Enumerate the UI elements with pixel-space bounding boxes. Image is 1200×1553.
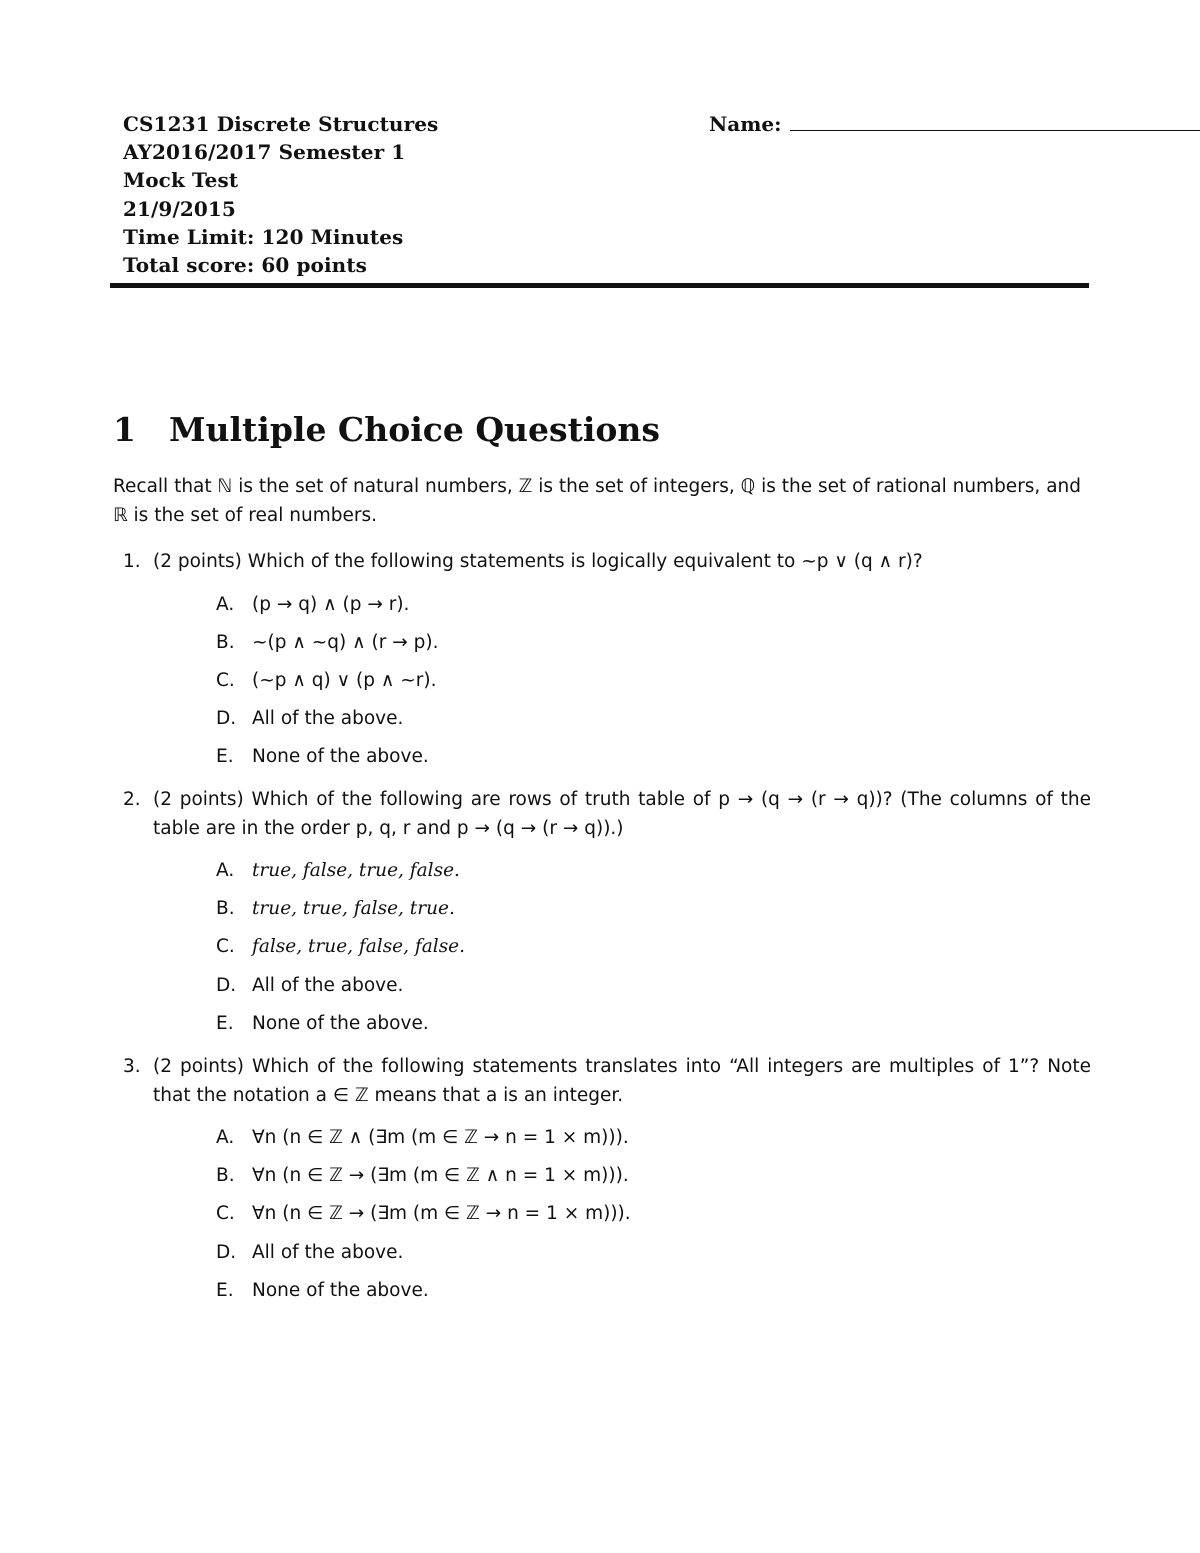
- option-text: ∀n (n ∈ ℤ → (∃m (m ∈ ℤ → n = 1 × m))).: [252, 1203, 631, 1225]
- test-date: 21/9/2015: [123, 196, 236, 221]
- question-text: (2 points) Which of the following are rows of truth table of p → (q → (r → q))? (The columns of the table are in the order p, q, r and p → (q → (r → q)).): [153, 789, 1091, 839]
- option-text: None of the above.: [252, 746, 429, 768]
- option-b: [216, 890, 1091, 928]
- section-heading: [113, 410, 660, 449]
- test-type: Mock Test: [123, 168, 239, 193]
- name-label: Name:: [709, 112, 782, 136]
- option-letter: A.: [216, 1127, 235, 1148]
- option-text: None of the above.: [252, 1279, 429, 1301]
- option-text: All of the above.: [252, 708, 404, 730]
- option-text: All of the above.: [252, 974, 404, 996]
- course-info: [123, 110, 1089, 279]
- option-d: [216, 967, 1091, 1005]
- option-text: ∀n (n ∈ ℤ ∧ (∃m (m ∈ ℤ → n = 1 × m))).: [252, 1127, 629, 1148]
- question-number: 3.: [123, 1056, 141, 1077]
- name-blank-line[interactable]: [790, 130, 1200, 131]
- question-text: (2 points) Which of the following statements is logically equivalent to ~p ∨ (q ∧ r)?: [153, 551, 923, 572]
- answer-options: [216, 586, 1091, 777]
- option-a: [216, 852, 1091, 890]
- option-c: [216, 1195, 1091, 1233]
- option-text: None of the above.: [252, 1012, 429, 1034]
- option-letter: B.: [216, 631, 235, 653]
- option-text: All of the above.: [252, 1241, 404, 1263]
- option-letter: C.: [216, 936, 235, 958]
- question-1: [123, 548, 1091, 777]
- section-intro: Recall that ℕ is the set of natural numbers, ℤ is the set of integers, ℚ is the set of rational numbers, and ℝ is the set of real numbers.: [113, 476, 1081, 526]
- option-text: ∀n (n ∈ ℤ → (∃m (m ∈ ℤ ∧ n = 1 × m))).: [252, 1165, 629, 1187]
- option-letter: E.: [216, 746, 234, 768]
- option-letter: D.: [216, 708, 237, 730]
- exam-header: [123, 110, 1089, 279]
- option-text: true, true, false, true.: [252, 898, 455, 920]
- option-letter: A.: [216, 860, 235, 881]
- option-d: [216, 1234, 1091, 1272]
- question-2: [123, 786, 1091, 1043]
- option-letter: D.: [216, 974, 237, 996]
- time-limit: Time Limit: 120 Minutes: [123, 224, 404, 249]
- course-title: CS1231 Discrete Structures: [123, 112, 439, 136]
- option-e: [216, 738, 1091, 776]
- question-number: 2.: [123, 789, 141, 810]
- question-number: 1.: [123, 551, 141, 572]
- option-d: [216, 700, 1091, 738]
- option-letter: B.: [216, 898, 235, 920]
- total-score: Total score: 60 points: [123, 253, 368, 278]
- option-a: [216, 1119, 1091, 1157]
- semester: AY2016/2017 Semester 1: [123, 140, 406, 165]
- answer-options: [216, 852, 1091, 1043]
- option-letter: E.: [216, 1279, 234, 1301]
- option-text: (p → q) ∧ (p → r).: [252, 593, 410, 615]
- option-letter: A.: [216, 593, 235, 615]
- option-letter: E.: [216, 1012, 234, 1034]
- option-e: [216, 1272, 1091, 1310]
- option-letter: B.: [216, 1165, 235, 1187]
- option-text: ~(p ∧ ~q) ∧ (r → p).: [252, 631, 439, 653]
- option-text: (~p ∧ q) ∨ (p ∧ ~r).: [252, 669, 437, 691]
- question-text: (2 points) Which of the following statements translates into “All integers are multiples of 1”? Note that the notation a ∈ ℤ means that a is an integer.: [153, 1056, 1091, 1106]
- header-rule: [110, 283, 1089, 288]
- option-b: [216, 624, 1091, 662]
- answer-options: [216, 1119, 1091, 1310]
- option-c: [216, 662, 1091, 700]
- section-title: Multiple Choice Questions: [169, 410, 660, 449]
- option-letter: C.: [216, 1203, 235, 1225]
- option-letter: C.: [216, 669, 235, 691]
- option-e: [216, 1005, 1091, 1043]
- question-3: [123, 1053, 1091, 1310]
- option-b: [216, 1157, 1091, 1195]
- option-c: [216, 928, 1091, 966]
- option-a: [216, 586, 1091, 624]
- option-letter: D.: [216, 1241, 237, 1263]
- option-text: false, true, false, false.: [252, 936, 466, 958]
- option-text: true, false, true, false.: [252, 860, 460, 881]
- section-number: 1: [113, 410, 136, 449]
